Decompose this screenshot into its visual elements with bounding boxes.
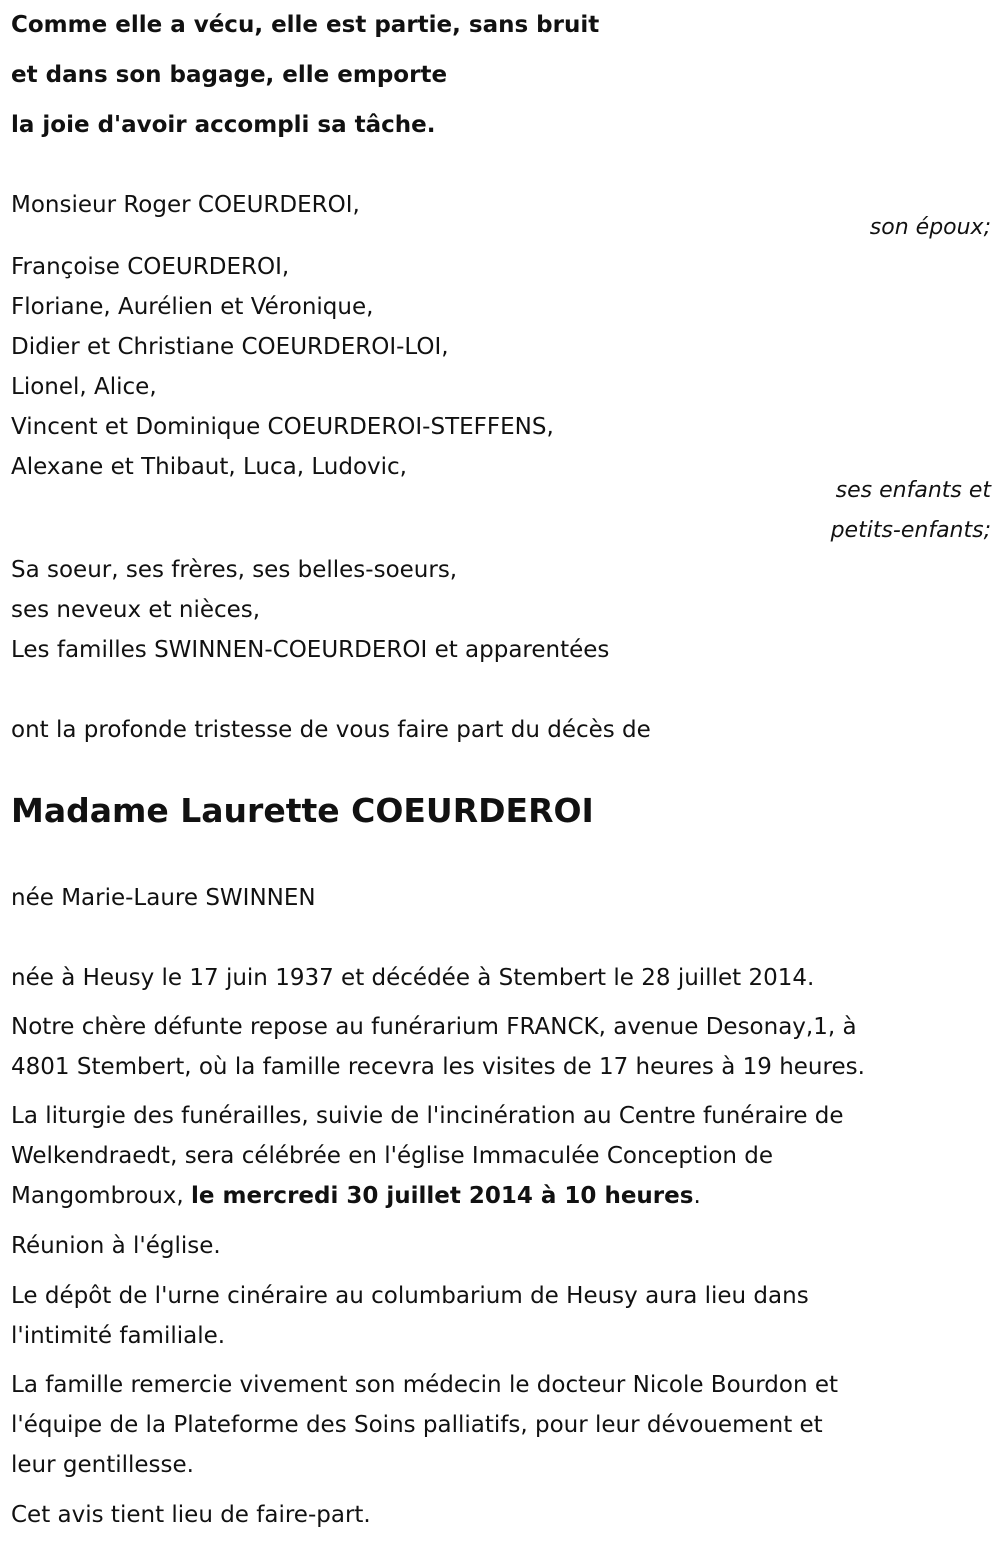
liturgy-line-1: La liturgie des funérailles, suivie de l'incinération au Centre funéraire de	[11, 1103, 844, 1129]
thanks-paragraph	[11, 1365, 991, 1485]
children-relation-line-2: petits-enfants;	[830, 518, 991, 543]
children-relation	[11, 471, 991, 551]
funerarium-line-2: 4801 Stembert, où la famille recevra les visites de 17 heures à 19 heures.	[11, 1054, 865, 1080]
liturgy-prefix: Mangombroux,	[11, 1183, 192, 1209]
thanks-line-3: leur gentillesse.	[11, 1452, 194, 1478]
spouse-name: Monsieur Roger COEURDEROI,	[11, 192, 360, 218]
children-line: Alexane et Thibaut, Luca, Ludovic,	[11, 454, 407, 480]
children-relation-line-1: ses enfants et	[835, 478, 991, 503]
funerarium-line-1: Notre chère défunte repose au funérarium FRANCK, avenue Desonay,1, à	[11, 1014, 857, 1040]
dates: née à Heusy le 17 juin 1937 et décédée à Stembert le 28 juillet 2014.	[11, 965, 815, 991]
poem	[11, 0, 991, 150]
family-line: Sa soeur, ses frères, ses belles-soeurs,	[11, 557, 458, 583]
urn-line-1: Le dépôt de l'urne cinéraire au columbarium de Heusy aura lieu dans	[11, 1283, 809, 1309]
deceased-name: Madame Laurette COEURDEROI	[11, 791, 594, 830]
announcement: ont la profonde tristesse de vous faire part du décès de	[11, 717, 651, 743]
children-line: Floriane, Aurélien et Véronique,	[11, 294, 374, 320]
family-line: ses neveux et nièces,	[11, 597, 261, 623]
family-list	[11, 550, 991, 670]
thanks-line-1: La famille remercie vivement son médecin le docteur Nicole Bourdon et	[11, 1372, 839, 1398]
closing: Cet avis tient lieu de faire-part.	[11, 1502, 371, 1528]
ceremony-date: le mercredi 30 juillet 2014 à 10 heures	[191, 1183, 694, 1209]
poem-line-1: Comme elle a vécu, elle est partie, sans bruit	[11, 12, 600, 38]
thanks-line-2: l'équipe de la Plateforme des Soins palliatifs, pour leur dévouement et	[11, 1412, 823, 1438]
liturgy-line-3	[11, 1176, 991, 1216]
children-line: Françoise COEURDEROI,	[11, 254, 290, 280]
children-list	[11, 247, 991, 487]
funerarium-paragraph	[11, 1007, 991, 1087]
spouse-relation: son époux;	[869, 215, 991, 240]
children-line: Vincent et Dominique COEURDEROI-STEFFENS,	[11, 414, 554, 440]
urn-line-2: l'intimité familiale.	[11, 1323, 226, 1349]
children-line: Didier et Christiane COEURDEROI-LOI,	[11, 334, 449, 360]
liturgy-line-2: Welkendraedt, sera célébrée en l'église Immaculée Conception de	[11, 1143, 774, 1169]
children-line: Lionel, Alice,	[11, 374, 157, 400]
meeting: Réunion à l'église.	[11, 1233, 221, 1259]
birth-name: née Marie-Laure SWINNEN	[11, 885, 316, 911]
liturgy-suffix: .	[693, 1183, 701, 1209]
family-line: Les familles SWINNEN-COEURDEROI et apparentées	[11, 637, 610, 663]
liturgy-paragraph	[11, 1096, 991, 1216]
poem-line-2: et dans son bagage, elle emporte	[11, 62, 448, 88]
poem-line-3: la joie d'avoir accompli sa tâche.	[11, 112, 436, 138]
urn-paragraph	[11, 1276, 991, 1356]
